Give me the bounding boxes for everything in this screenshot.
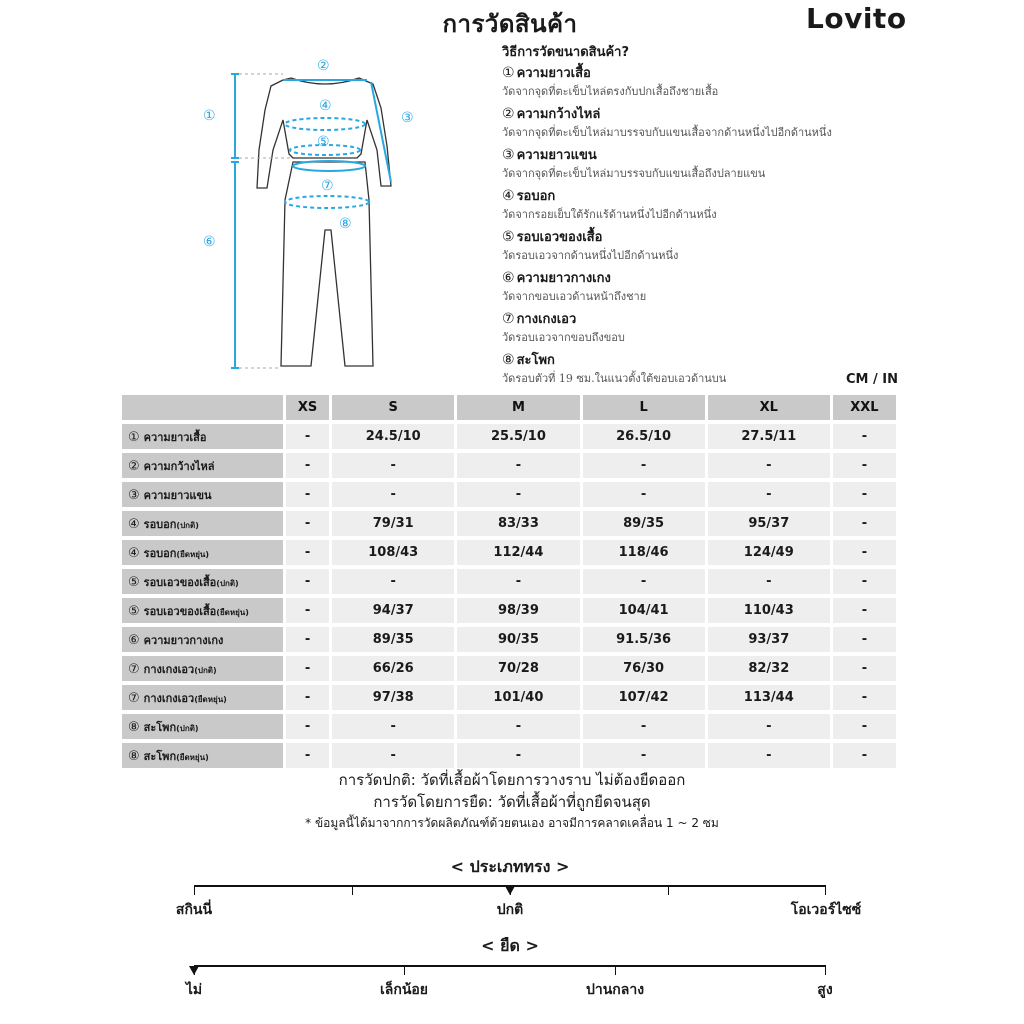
table-cell: 108/43 [332,540,454,565]
fit-label-regular: ปกติ [496,902,524,918]
marker-1: ① [203,108,216,124]
how-to-item [502,64,922,105]
table-cell: 113/44 [708,685,830,710]
row-label [122,685,283,710]
table-cell: 89/35 [583,511,705,536]
row-label-text: ความยาวกางเกง [143,633,224,647]
table-cell: - [833,685,896,710]
disclaimer-note: * ข้อมูลนี้ได้มาจากการวัดผลิตภัณฑ์ด้วยตนเอง อาจมีการคลาดเคลื่อน 1 ~ 2 ซม [305,816,719,830]
row-number: ① [128,429,140,445]
row-number: ⑤ [128,574,140,590]
table-cell: - [708,453,830,478]
table-row [122,453,896,478]
table-cell: 91.5/36 [583,627,705,652]
table-cell: 118/46 [583,540,705,565]
how-to-item [502,269,922,310]
table-row [122,685,896,710]
how-to-item-desc: วัดรอบเอวจากด้านหนึ่งไปอีกด้านหนึ่ง [502,249,679,262]
table-cell: - [286,598,329,623]
row-number: ⑦ [128,690,140,706]
how-to-item-label: ความยาวเสื้อ [516,66,591,81]
header-corner-cell [122,395,283,420]
table-cell: - [457,453,579,478]
number-badge: ⑥ [502,270,515,286]
table-cell: - [457,743,579,768]
how-to-item-name [502,187,922,207]
row-label [122,511,283,536]
table-cell: 27.5/11 [708,424,830,449]
unit-label: CM / IN [846,372,898,387]
table-cell: 76/30 [583,656,705,681]
row-label [122,569,283,594]
row-number: ⑦ [128,661,140,677]
table-cell: 110/43 [708,598,830,623]
table-cell: 101/40 [457,685,579,710]
table-cell: - [833,540,896,565]
table-cell: 107/42 [583,685,705,710]
row-label-text: รอบเอวของเสื้อ [143,604,217,618]
how-to-item-desc: วัดจากขอบเอวด้านหน้าถึงชาย [502,290,647,303]
table-cell: 25.5/10 [457,424,579,449]
fit-selected-marker [505,886,515,895]
table-cell: - [332,569,454,594]
table-cell: 124/49 [708,540,830,565]
how-to-item-label: สะโพก [516,353,555,368]
row-label [122,627,283,652]
header-size-xxl: XXL [833,395,896,420]
table-cell: 66/26 [332,656,454,681]
how-to-item-desc: วัดรอบตัวที่ 19 ซม.ในแนวตั้งใต้ขอบเอวด้านบน [502,372,727,385]
how-to-item [502,146,922,187]
stretch-label-slight: เล็กน้อย [379,982,429,998]
stretch-measure-note: การวัดโดยการยืด: วัดที่เสื้อผ้าที่ถูกยืดจนสุด [373,793,651,811]
header-size-m: M [457,395,579,420]
row-label [122,540,283,565]
table-cell: - [286,511,329,536]
table-cell: - [286,482,329,507]
row-number: ④ [128,545,140,561]
stretch-selected-marker [189,966,199,975]
how-to-item-name [502,310,922,330]
table-cell: - [457,714,579,739]
table-cell: 93/37 [708,627,830,652]
row-label-sub: (ปกติ) [176,520,199,530]
row-label-text: กางเกงเอว [143,691,195,705]
marker-5: ⑤ [317,134,330,150]
row-label-text: รอบอก [143,546,177,560]
number-badge: ⑤ [502,229,515,245]
table-cell: - [833,424,896,449]
stretch-scale-line [194,965,826,967]
row-label [122,453,283,478]
number-badge: ② [502,106,515,122]
table-cell: - [286,453,329,478]
row-label-sub: (ปกติ) [194,665,217,675]
header-size-l: L [583,395,705,420]
how-to-item [502,105,922,146]
how-to-item-desc: วัดจากจุดที่ตะเข็บไหล่มาบรรจบกับแขนเสื้อจากด้านหนึ่งไปอีกด้านหนึ่ง [502,126,832,139]
table-cell: - [833,511,896,536]
fit-label-skinny: สกินนี่ [175,902,213,918]
table-cell: - [583,453,705,478]
table-cell: - [332,714,454,739]
marker-3: ③ [401,110,414,126]
row-label [122,656,283,681]
table-cell: - [708,743,830,768]
page-title: การวัดสินค้า [442,10,578,38]
table-cell: - [583,743,705,768]
table-cell: - [332,482,454,507]
how-to-item-desc: วัดรอบเอวจากขอบถึงขอบ [502,331,625,344]
header-size-s: S [332,395,454,420]
table-cell: - [833,453,896,478]
table-row [122,424,896,449]
table-cell: - [332,453,454,478]
row-number: ⑥ [128,632,140,648]
table-cell: - [833,656,896,681]
how-to-item-label: รอบเอวของเสื้อ [516,230,603,245]
fit-tick [352,885,353,895]
how-to-item-name [502,228,922,248]
stretch-tick [404,965,405,975]
table-cell: - [286,656,329,681]
row-label [122,424,283,449]
how-to-item-desc: วัดจากจุดที่ตะเข็บไหล่ตรงกับปกเสื้อถึงชายเสื้อ [502,85,719,98]
how-to-item [502,187,922,228]
row-label-sub: (ปกติ) [176,723,199,733]
table-cell: - [286,685,329,710]
brand-logo: Lovito [806,2,907,35]
how-to-item-name [502,351,922,371]
table-cell: 24.5/10 [332,424,454,449]
table-cell: 83/33 [457,511,579,536]
table-cell: - [583,714,705,739]
row-number: ⑧ [128,748,140,764]
number-badge: ③ [502,147,515,163]
table-row [122,714,896,739]
fit-tick [825,885,826,895]
table-cell: 95/37 [708,511,830,536]
how-to-item-desc: วัดจากจุดที่ตะเข็บไหล่มาบรรจบกับแขนเสื้อถึงปลายแขน [502,167,766,180]
table-cell: 104/41 [583,598,705,623]
fit-tick [668,885,669,895]
number-badge: ① [502,65,515,81]
table-cell: 70/28 [457,656,579,681]
table-cell: - [286,424,329,449]
row-number: ⑧ [128,719,140,735]
marker-4: ④ [319,98,332,114]
row-label-sub: (ยืดหยุ่น) [216,607,249,617]
table-row [122,598,896,623]
header-size-xs: XS [286,395,329,420]
row-label [122,743,283,768]
table-cell: - [286,743,329,768]
row-number: ③ [128,487,140,503]
how-to-measure-title: วิธีการวัดขนาดสินค้า? [502,45,630,60]
stretch-label-medium: ปานกลาง [585,982,645,998]
how-to-item-name [502,64,922,84]
table-cell: - [286,540,329,565]
how-to-item [502,310,922,351]
row-label-text: ความยาวเสื้อ [143,430,207,444]
how-to-item-label: ความกว้างไหล่ [516,107,601,122]
marker-6: ⑥ [203,234,216,250]
size-chart-table [119,391,899,772]
how-to-measure [502,42,922,392]
normal-measure-note: การวัดปกติ: วัดที่เสื้อผ้าโดยการวางราบ ไม่ต้องยืดออก [338,771,686,789]
stretch-tick [825,965,826,975]
table-cell: - [583,569,705,594]
table-cell: - [286,714,329,739]
table-cell: - [286,569,329,594]
how-to-item-label: รอบอก [516,189,556,204]
table-cell: - [833,714,896,739]
table-row [122,656,896,681]
row-label-sub: (ยืดหยุ่น) [176,752,209,762]
fit-tick [194,885,195,895]
table-header-row [122,395,896,420]
row-number: ② [128,458,140,474]
table-cell: - [833,569,896,594]
table-cell: - [833,598,896,623]
table-cell: - [708,569,830,594]
table-row [122,540,896,565]
table-cell: - [457,482,579,507]
stretch-label-none: ไม่ [185,982,203,998]
stretch-tick [615,965,616,975]
table-cell: - [833,743,896,768]
row-number: ⑤ [128,603,140,619]
number-badge: ④ [502,188,515,204]
table-cell: 82/32 [708,656,830,681]
marker-8: ⑧ [339,216,352,232]
table-row [122,627,896,652]
table-cell: 26.5/10 [583,424,705,449]
table-cell: 112/44 [457,540,579,565]
fit-scale-title: < ประเภททรง > [450,857,570,876]
how-to-item-name [502,146,922,166]
row-label-text: สะโพก [143,749,177,763]
marker-7: ⑦ [321,178,334,194]
row-label-text: กางเกงเอว [143,662,195,676]
garment-diagram [195,50,435,380]
row-label [122,598,283,623]
table-row [122,482,896,507]
how-to-item-label: ความยาวแขน [516,148,597,163]
how-to-item-name [502,269,922,289]
table-cell: - [833,627,896,652]
table-cell: 94/37 [332,598,454,623]
table-cell: 79/31 [332,511,454,536]
row-label-sub: (ยืดหยุ่น) [176,549,210,559]
how-to-item-label: ความยาวกางเกง [516,271,611,286]
row-label-text: รอบเอวของเสื้อ [143,575,217,589]
marker-2: ② [317,58,330,74]
table-cell: - [708,714,830,739]
table-row [122,511,896,536]
table-row [122,569,896,594]
row-label-text: ความยาวแขน [143,488,212,502]
row-label-sub: (ปกติ) [216,578,239,588]
table-row [122,743,896,768]
number-badge: ⑦ [502,311,515,327]
row-label [122,714,283,739]
row-label-sub: (ยืดหยุ่น) [194,694,227,704]
row-label [122,482,283,507]
row-number: ④ [128,516,140,532]
stretch-label-high: สูง [817,982,833,998]
fit-label-oversize: โอเวอร์ไซซ์ [790,902,862,918]
table-cell: 97/38 [332,685,454,710]
how-to-item-desc: วัดจากรอยเย็บใต้รักแร้ด้านหนึ่งไปอีกด้านหนึ่ง [502,208,717,221]
number-badge: ⑧ [502,352,515,368]
how-to-item [502,228,922,269]
table-cell: - [457,569,579,594]
stretch-scale-title: < ยืด > [481,936,539,955]
how-to-item-name [502,105,922,125]
table-cell: 89/35 [332,627,454,652]
row-label-text: สะโพก [143,720,177,734]
how-to-item-label: กางเกงเอว [516,312,577,327]
header-size-xl: XL [708,395,830,420]
row-label-text: รอบอก [143,517,177,531]
table-cell: 98/39 [457,598,579,623]
table-cell: 90/35 [457,627,579,652]
table-cell: - [332,743,454,768]
table-cell: - [708,482,830,507]
row-label-text: ความกว้างไหล่ [143,459,215,473]
table-cell: - [583,482,705,507]
table-cell: - [833,482,896,507]
table-cell: - [286,627,329,652]
